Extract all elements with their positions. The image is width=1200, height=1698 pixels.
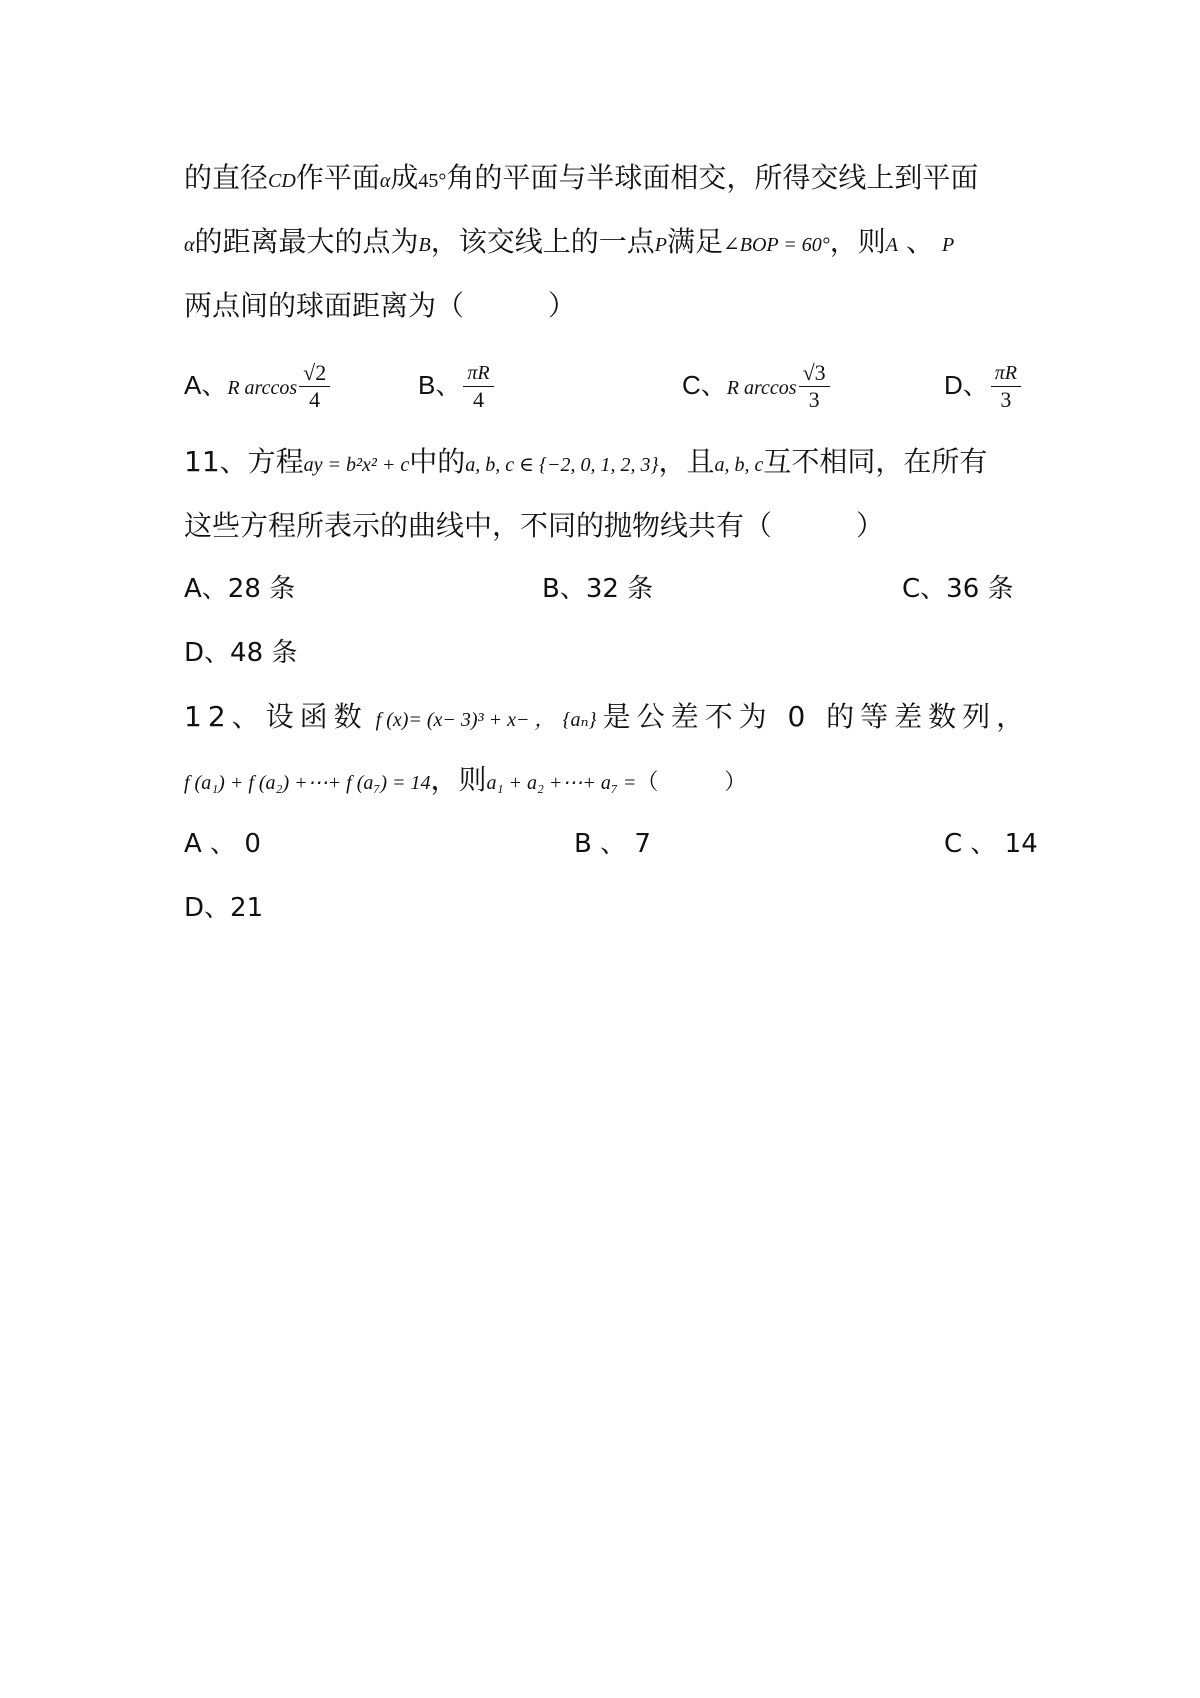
option-label: D、48 条 <box>184 638 298 668</box>
q11-line1 <box>184 442 987 485</box>
q10-option-c <box>682 360 832 413</box>
q10-text: 作平面 <box>295 161 380 194</box>
q10-text: 两点间的球面距离为（ ） <box>184 289 577 322</box>
fraction-numerator: √3 <box>799 360 830 387</box>
math-p: P <box>654 234 667 256</box>
fraction <box>463 360 493 413</box>
option-math: R arccos <box>726 377 797 399</box>
q10-line1 <box>184 158 978 201</box>
answer-blank: （ ） <box>636 770 747 795</box>
q12-option-a <box>184 824 261 864</box>
option-label: B 、 7 <box>574 829 651 859</box>
q10-text: 满足 <box>666 225 723 258</box>
math-b: B <box>418 234 431 256</box>
q11-option-a <box>184 569 295 609</box>
math-alpha: α <box>184 234 195 256</box>
fraction <box>991 360 1021 413</box>
math-sum: a₁ + a₂ +⋯+ a₇ = <box>486 772 637 794</box>
option-letter: D、 <box>944 370 989 400</box>
q10-option-b <box>418 360 496 413</box>
q10-line3 <box>184 286 576 326</box>
option-label: B、32 条 <box>542 574 654 604</box>
q11-text: 11、方程 <box>184 445 304 478</box>
q11-option-b <box>542 569 653 609</box>
q10-text: 角的平面与半球面相交，所得交线上到平面 <box>446 161 979 194</box>
fraction-denominator: 4 <box>472 387 484 412</box>
q11-text: 互不相同，在所有 <box>763 445 988 478</box>
q10-text: ，该交线上的一点 <box>430 225 655 258</box>
q10-text: 的直径 <box>184 161 269 194</box>
fraction-numerator: √2 <box>299 360 330 387</box>
q11-text: 这些方程所表示的曲线中，不同的抛物线共有（ ） <box>184 509 885 542</box>
fraction-numerator: πR <box>991 360 1021 387</box>
option-label: A、28 条 <box>184 574 296 604</box>
q12-option-d <box>184 888 263 928</box>
math-p: P <box>942 234 955 256</box>
fraction-denominator: 3 <box>808 387 820 412</box>
q10-line2 <box>184 222 954 265</box>
option-label: D、21 <box>184 893 264 923</box>
q11-option-d <box>184 633 297 673</box>
math-alpha: α <box>379 170 391 192</box>
q11-text: ，且 <box>658 445 715 478</box>
q12-text: 是公差不为 0 的等差数列， <box>602 700 1031 733</box>
q10-text: 、 <box>906 225 935 258</box>
option-letter: B、 <box>418 370 462 400</box>
math-set: a, b, c ∈ {−2, 0, 1, 2, 3} <box>465 454 659 476</box>
math-degree: 45° <box>418 170 447 192</box>
math-cd: CD <box>268 170 296 192</box>
option-label: C 、 14 <box>944 829 1038 859</box>
fraction-denominator: 3 <box>1000 387 1012 412</box>
fraction <box>799 360 830 413</box>
q11-line2 <box>184 506 884 546</box>
option-letter: A、 <box>184 370 228 400</box>
math-equation: ay = b²x² + c <box>303 454 410 476</box>
option-letter: C、 <box>682 370 727 400</box>
fraction <box>299 360 330 413</box>
q10-text: 成 <box>390 161 419 194</box>
q12-option-b <box>574 824 651 864</box>
math-sequence: {aₙ} <box>562 709 597 731</box>
option-label: A 、 0 <box>184 829 261 859</box>
q11-option-c <box>902 569 1014 609</box>
math-a: A <box>885 234 898 256</box>
math-abc: a, b, c <box>714 454 764 476</box>
math-angle: ∠BOP = 60° <box>722 234 830 256</box>
math-function: f (x)= (x− 3)³ + x− ， <box>375 709 555 731</box>
option-label: C、36 条 <box>902 574 1014 604</box>
math-equation: f (a₁) + f (a₂) +⋯+ f (a₇) = 14 <box>184 772 431 794</box>
q12-line1 <box>184 697 1030 740</box>
q12-text: ，则 <box>430 763 487 796</box>
q10-option-a <box>184 360 332 413</box>
fraction-denominator: 4 <box>309 387 321 412</box>
q11-text: 中的 <box>409 445 466 478</box>
q10-text: ，则 <box>829 225 886 258</box>
q10-text: 的距离最大的点为 <box>194 225 419 258</box>
option-math: R arccos <box>227 377 298 399</box>
q12-text: 12、设函数 <box>184 700 368 733</box>
q12-option-c <box>944 824 1038 864</box>
q12-line2 <box>184 760 746 803</box>
q10-option-d <box>944 360 1023 413</box>
fraction-numerator: πR <box>463 360 493 387</box>
